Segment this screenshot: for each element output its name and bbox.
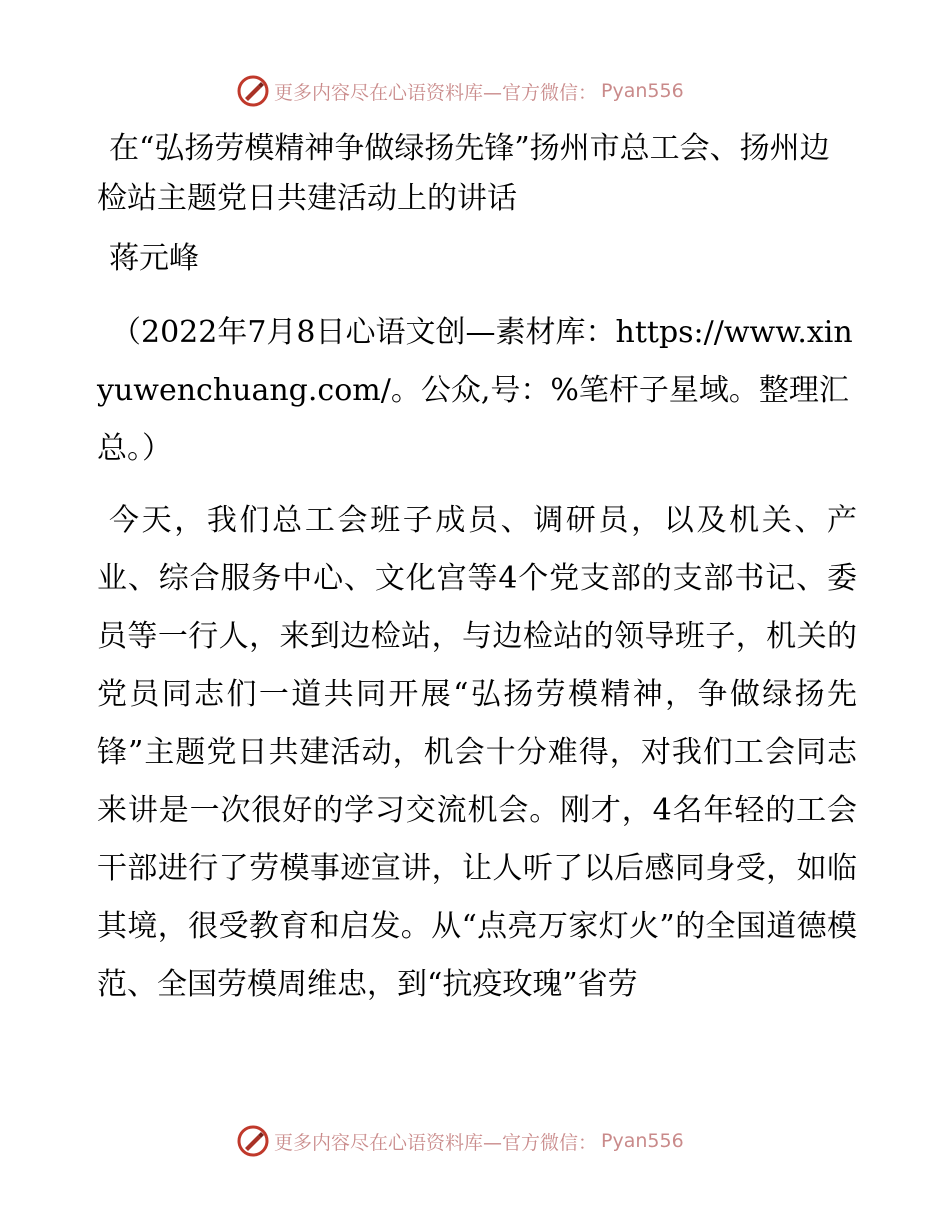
header-watermark [236,73,684,109]
watermark-text: 更多内容尽在心语资料库—官方微信： [274,81,598,104]
footer-watermark [236,1123,684,1159]
document-title: 在“弘扬劳模精神争做绿扬先锋”扬州市总工会、扬州边检站主题党日共建活动上的讲话 [97,131,830,216]
watermark-handle: Pyan556 [601,80,684,102]
red-circle-pen-logo-icon [236,1124,270,1158]
source-note: （2022年7月8日心语文创—素材库：https://www.xinyuwenchuang.com/。公众,号：%笔杆子星域。整理汇总。） [97,315,853,466]
body-paragraph: 今天，我们总工会班子成员、调研员，以及机关、产业、综合服务中心、文化宫等4个党支部的支部书记、委员等一行人，来到边检站，与边检站的领导班子，机关的党员同志们一道共同开展“弘扬劳模精神，争做绿扬先锋”主题党日共建活动，机会十分难得，对我们工会同志来讲是一次很好的学习交流机会。刚才，4名年轻的工会干部进行了劳模事迹宣讲，让人听了以后感同身受，如临其境，很受教育和启发。从“点亮万家灯火”的全国道德模范、全国劳模周维忠，到“抗疫玫瑰”省劳 [97,503,857,1002]
document-author: 蒋元峰 [109,241,199,276]
document-content [97,124,857,1014]
watermark-handle: Pyan556 [601,1130,684,1152]
red-circle-pen-logo-icon [236,74,270,108]
watermark-text: 更多内容尽在心语资料库—官方微信： [274,1131,598,1154]
